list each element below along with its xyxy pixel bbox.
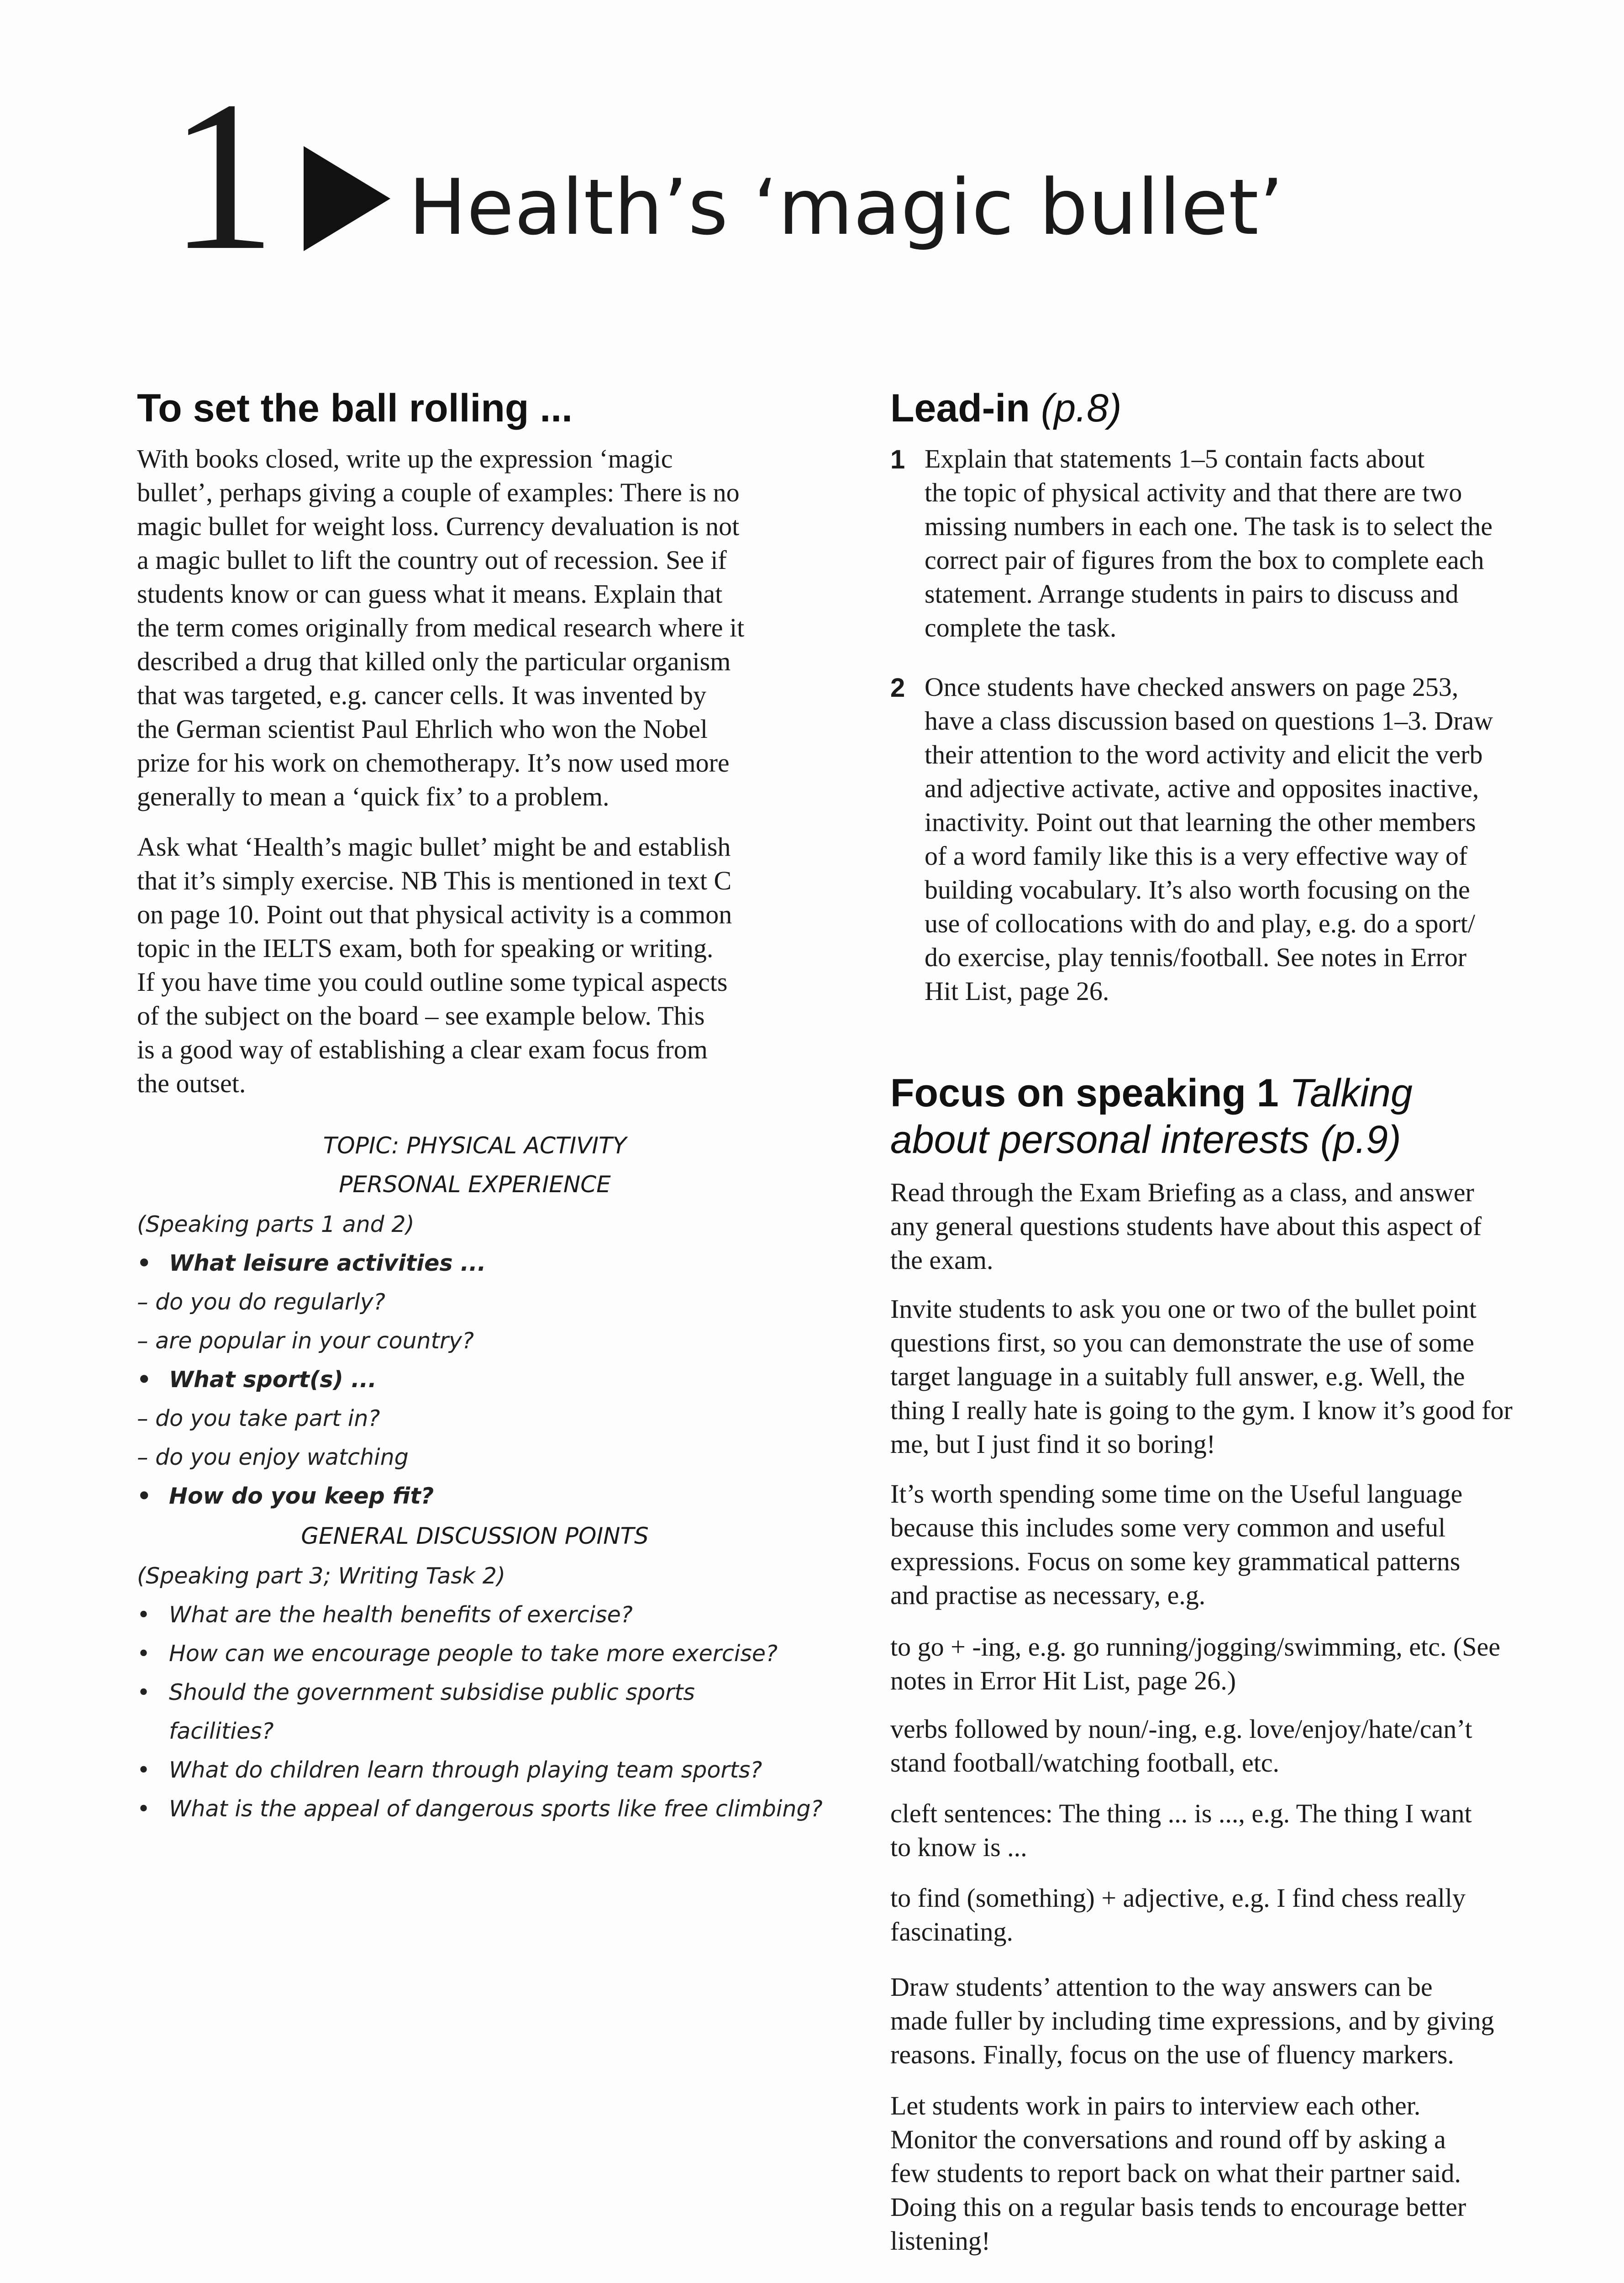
text-line: fascinating. [890,1917,1013,1946]
text-line: students know or can guess what it means. Explain that [137,579,723,609]
text-line: of the subject on the board – see example below. This [137,1001,705,1031]
text-line: building vocabulary. It’s also worth focusing on the [925,875,1470,905]
topic-question-2: • What sport(s) ... [137,1367,377,1393]
text-line: Doing this on a regular basis tends to encourage better [890,2192,1466,2222]
pattern-to-find-adjective [890,1881,1598,1949]
section-heading-focus-speaking: Focus on speaking 1 Talking [890,1071,1413,1115]
text-line: Once students have checked answers on page 253, [925,672,1459,702]
text-line: and adjective activate, active and opposites inactive, [925,773,1479,803]
text-line: the German scientist Paul Ehrlich who won the Nobel [137,714,708,744]
text-line: the topic of physical activity and that there are two [925,478,1462,507]
focus-paragraph-pair-work [890,2089,1598,2258]
pattern-to-go-ing [890,1630,1598,1698]
text-line: to find (something) + adjective, e.g. I find chess really [890,1883,1466,1913]
text-line: a magic bullet to lift the country out of recession. See if [137,545,727,575]
discussion-point: • What are the health benefits of exercise? [137,1602,633,1628]
text-line: to go + -ing, e.g. go running/jogging/swimming, etc. (See [890,1632,1500,1662]
intro-paragraph [137,442,822,814]
chapter-title: Health’s ‘magic bullet’ [409,163,1284,252]
text-line: statement. Arrange students in pairs to discuss and [925,579,1459,609]
text-line: missing numbers in each one. The task is to select the [925,511,1493,541]
text-line: If you have time you could outline some typical aspects [137,967,728,997]
text-line: is a good way of establishing a clear exam focus from [137,1035,708,1064]
exercise-paragraph [137,830,822,1100]
text-line: that was targeted, e.g. cancer cells. It was invented by [137,680,707,710]
topic-question-3: • How do you keep fit? [137,1483,434,1509]
text-line: to know is ... [890,1832,1027,1862]
text-line: do exercise, play tennis/football. See notes in Error [925,942,1467,972]
text-line: magic bullet for weight loss. Currency devaluation is not [137,511,740,541]
text-line: Ask what ‘Health’s magic bullet’ might be and establish [137,832,731,862]
text-line: the term comes originally from medical research where it [137,613,745,642]
pattern-verbs-noun-ing [890,1712,1598,1780]
text-line: the exam. [890,1245,993,1275]
text-line: Read through the Exam Briefing as a class, and answer [890,1178,1474,1207]
text-line: target language in a suitably full answer, e.g. Well, the [890,1362,1465,1391]
text-line: It’s worth spending some time on the Useful language [890,1479,1463,1509]
text-line: cleft sentences: The thing ... is ..., e.g. The thing I want [890,1799,1472,1828]
discussion-point: • How can we encourage people to take more exercise? [137,1641,778,1667]
topic-question-1: • What leisure activities ... [137,1250,486,1276]
discussion-point: • Should the government subsidise public sports [137,1679,695,1705]
text-line: that it’s simply exercise. NB This is mentioned in text C [137,866,732,895]
text-line: reasons. Finally, focus on the use of fluency markers. [890,2040,1454,2069]
triangle-arrow-icon [304,146,390,251]
text-line: topic in the IELTS exam, both for speaking or writing. [137,933,714,963]
text-line: bullet’, perhaps giving a couple of examples: There is no [137,478,740,507]
section-heading-set-ball-rolling: To set the ball rolling ... [137,386,573,430]
topic-subtitle: PERSONAL EXPERIENCE [339,1171,611,1198]
list-number: 2 [890,673,905,703]
text-line: on page 10. Point out that physical activity is a common [137,900,732,929]
chapter-number: 1 [169,57,276,295]
text-line: stand football/watching football, etc. [890,1748,1280,1778]
topic-subquestion: – do you enjoy watching [137,1444,409,1470]
text-line: inactivity. Point out that learning the other members [925,807,1476,837]
text-line: correct pair of figures from the box to complete each [925,545,1484,575]
text-line: generally to mean a ‘quick fix’ to a problem. [137,782,610,811]
text-line: Explain that statements 1–5 contain facts about [925,444,1425,473]
text-line: few students to report back on what their partner said. [890,2158,1461,2188]
text-line: any general questions students have about this aspect of [890,1211,1482,1241]
text-line: expressions. Focus on some key grammatical patterns [890,1547,1461,1576]
topic-subquestion: – do you take part in? [137,1405,380,1431]
focus-paragraph-1 [890,1176,1598,1277]
text-line: complete the task. [925,613,1117,642]
text-line: verbs followed by noun/-ing, e.g. love/enjoy/hate/can’t [890,1714,1472,1744]
focus-paragraph-3 [890,1477,1598,1612]
text-line: Invite students to ask you one or two of the bullet point [890,1294,1477,1324]
text-line: Draw students’ attention to the way answers can be [890,1972,1433,2002]
list-number: 1 [890,445,905,474]
focus-paragraph-fuller-answers [890,1970,1598,2072]
text-line: Let students work in pairs to interview each other. [890,2091,1421,2120]
text-line: use of collocations with do and play, e.g. do a sport/ [925,909,1475,938]
text-line: of a word family like this is a very effective way of [925,841,1468,871]
text-line: questions first, so you can demonstrate the use of some [890,1328,1474,1357]
text-line: prize for his work on chemotherapy. It’s now used more [137,748,730,778]
discussion-point-continued: facilities? [169,1718,274,1744]
focus-paragraph-2 [890,1292,1598,1461]
text-line: Hit List, page 26. [925,976,1109,1006]
text-line: notes in Error Hit List, page 26.) [890,1666,1236,1695]
topic-subquestion: – do you do regularly? [137,1289,385,1315]
text-line: because this includes some very common and useful [890,1513,1446,1542]
topic-subquestion: – are popular in your country? [137,1328,474,1354]
text-line: the outset. [137,1068,246,1098]
section-subheading-focus-speaking: about personal interests (p.9) [890,1118,1401,1162]
text-line: Monitor the conversations and round off by asking a [890,2125,1446,2154]
text-line: me, but I just find it so boring! [890,1429,1216,1459]
general-discussion-title: GENERAL DISCUSSION POINTS [301,1523,649,1549]
discussion-point: • What do children learn through playing team sports? [137,1757,762,1783]
text-line: made fuller by including time expressions, and by giving [890,2006,1494,2036]
text-line: have a class discussion based on questions 1–3. Draw [925,706,1493,736]
text-line: and practise as necessary, e.g. [890,1580,1206,1610]
lead-in-item-1 [925,442,1596,645]
text-line: listening! [890,2226,991,2256]
text-line: thing I really hate is going to the gym. I know it’s good for [890,1395,1513,1425]
discussion-point: • What is the appeal of dangerous sports like free climbing? [137,1796,823,1822]
pattern-cleft-sentences [890,1797,1598,1864]
text-line: their attention to the word activity and elicit the verb [925,740,1483,769]
section-heading-lead-in: Lead-in (p.8) [890,386,1122,430]
text-line: With books closed, write up the expression ‘magic [137,444,673,473]
topic-parts-note: (Speaking parts 1 and 2) [137,1211,415,1237]
lead-in-item-2 [925,670,1596,1008]
topic-title: TOPIC: PHYSICAL ACTIVITY [323,1132,627,1159]
general-parts-note: (Speaking part 3; Writing Task 2) [137,1563,506,1589]
text-line: described a drug that killed only the particular organism [137,647,731,676]
